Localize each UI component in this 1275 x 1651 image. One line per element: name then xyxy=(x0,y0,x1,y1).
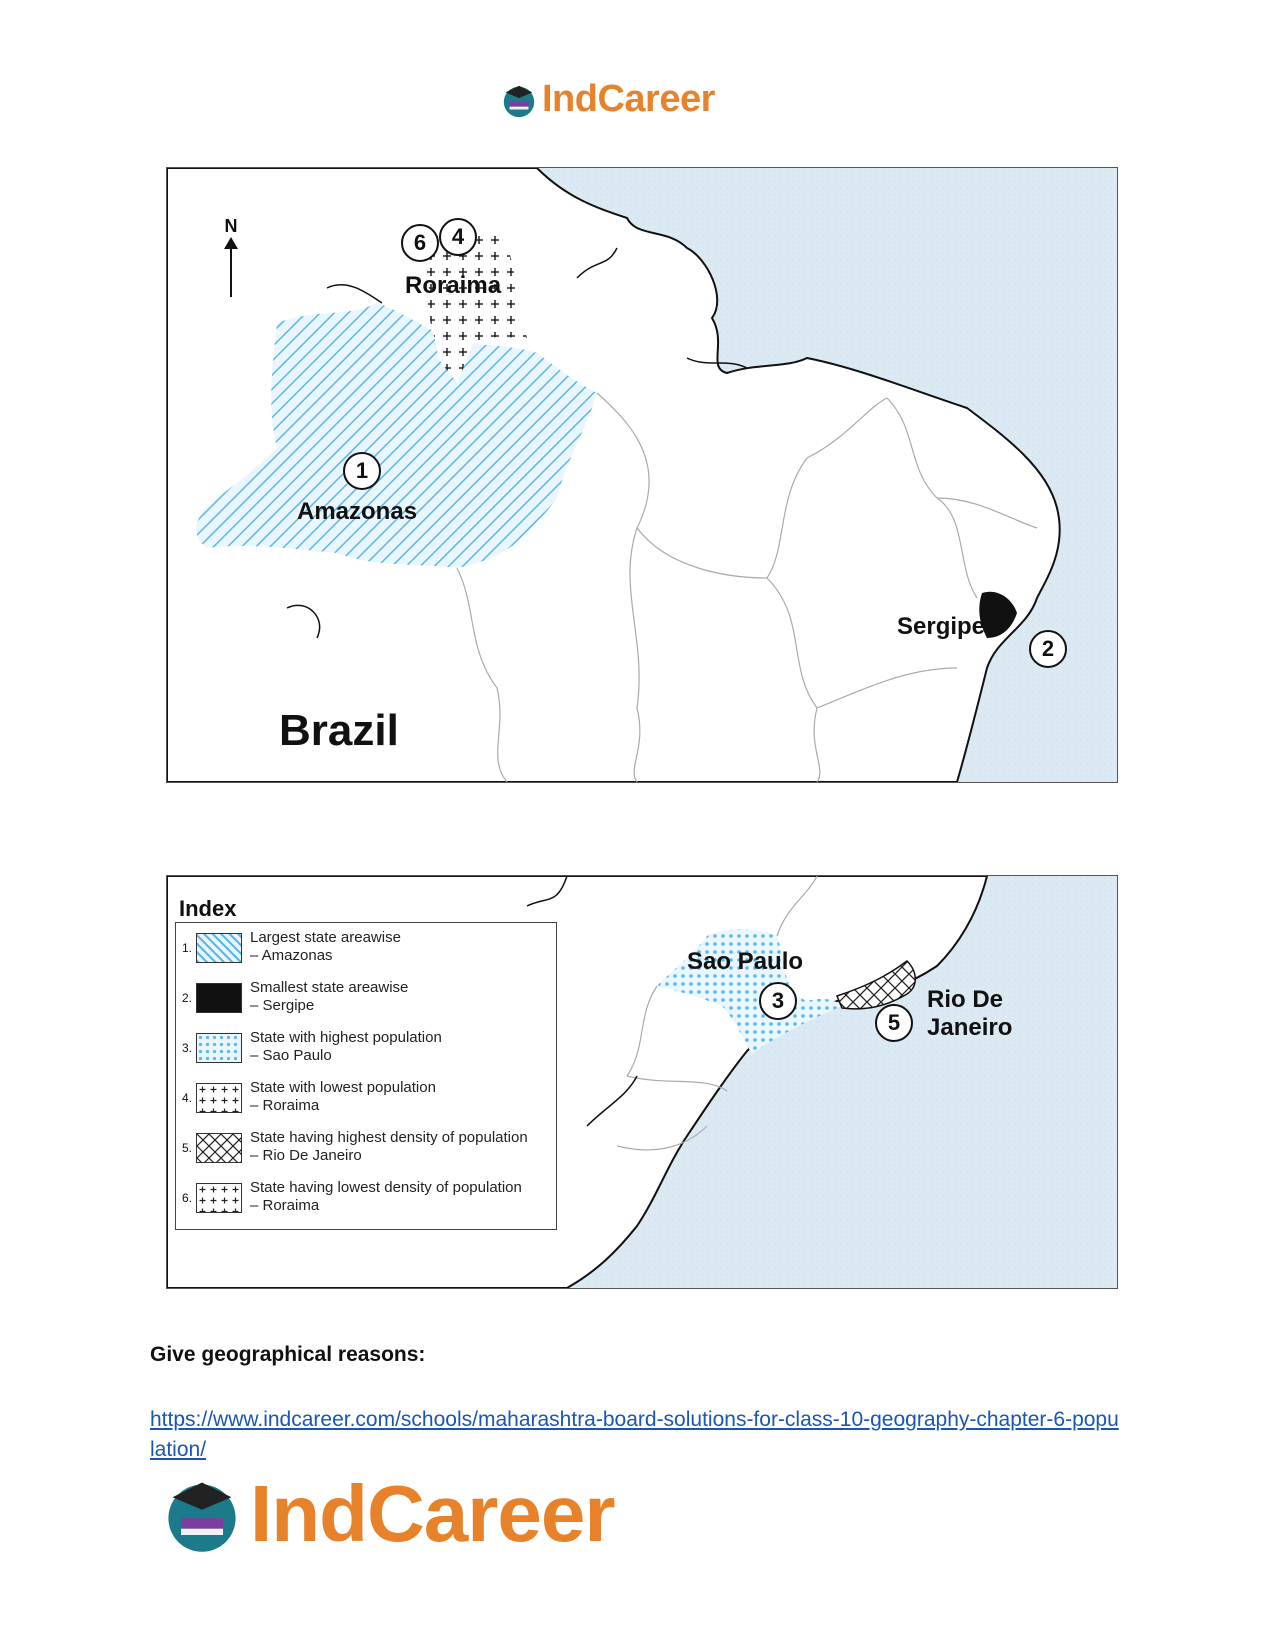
roraima-number-6: 6 xyxy=(401,224,439,262)
logo-text: IndCareer xyxy=(542,78,715,120)
plus-pattern-swatch xyxy=(196,1183,242,1213)
legend-item: 4. State with lowest population – Roraima xyxy=(182,1079,436,1114)
graduation-cap-globe-icon xyxy=(160,1472,244,1556)
rio-de-janeiro-label: Rio De Janeiro xyxy=(927,986,1013,1041)
amazonas-label: Amazonas xyxy=(297,498,418,525)
country-label: Brazil xyxy=(279,706,399,755)
legend-item: 2. Smallest state areawise – Sergipe xyxy=(182,979,409,1014)
crosshatch-pattern-swatch xyxy=(196,1133,242,1163)
source-link[interactable]: https://www.indcareer.com/schools/maharashtra-board-solutions-for-class-10-geography-chapter-6-population/ xyxy=(150,1408,1119,1461)
legend-item: 3. State with highest population – Sao Paulo xyxy=(182,1029,442,1064)
legend-item: 5. State having highest density of population – Rio De Janeiro xyxy=(182,1129,528,1164)
brazil-map-north xyxy=(166,167,1118,783)
brazil-map-south xyxy=(166,875,1118,1289)
legend xyxy=(175,922,557,1230)
sergipe-number: 2 xyxy=(1029,630,1067,668)
legend-item: 1. Largest state areawise – Amazonas xyxy=(182,929,401,964)
section-heading: Give geographical reasons: xyxy=(150,1343,426,1366)
logo-text: IndCareer xyxy=(250,1469,615,1558)
north-arrow-icon xyxy=(230,239,232,297)
graduation-cap-globe-icon xyxy=(500,81,538,119)
sao-paulo-number: 3 xyxy=(759,982,797,1020)
roraima-label: Roraima xyxy=(405,272,502,299)
indcareer-logo-bottom xyxy=(160,1468,614,1560)
sergipe-label: Sergipe xyxy=(897,613,986,640)
dots-pattern-swatch xyxy=(196,1033,242,1063)
north-label: N xyxy=(224,216,238,236)
roraima-number-4: 4 xyxy=(439,218,477,256)
diagonal-pattern-swatch xyxy=(196,933,242,963)
rio-de-janeiro-number: 5 xyxy=(875,1004,913,1042)
legend-item: 6. State having lowest density of population – Roraima xyxy=(182,1179,522,1214)
plus-pattern-swatch xyxy=(196,1083,242,1113)
indcareer-logo-top xyxy=(500,78,715,121)
north-arrow xyxy=(219,216,243,297)
solid-pattern-swatch xyxy=(196,983,242,1013)
legend-title: Index xyxy=(179,896,237,921)
sao-paulo-label: Sao Paulo xyxy=(687,948,804,975)
amazonas-number: 1 xyxy=(343,452,381,490)
